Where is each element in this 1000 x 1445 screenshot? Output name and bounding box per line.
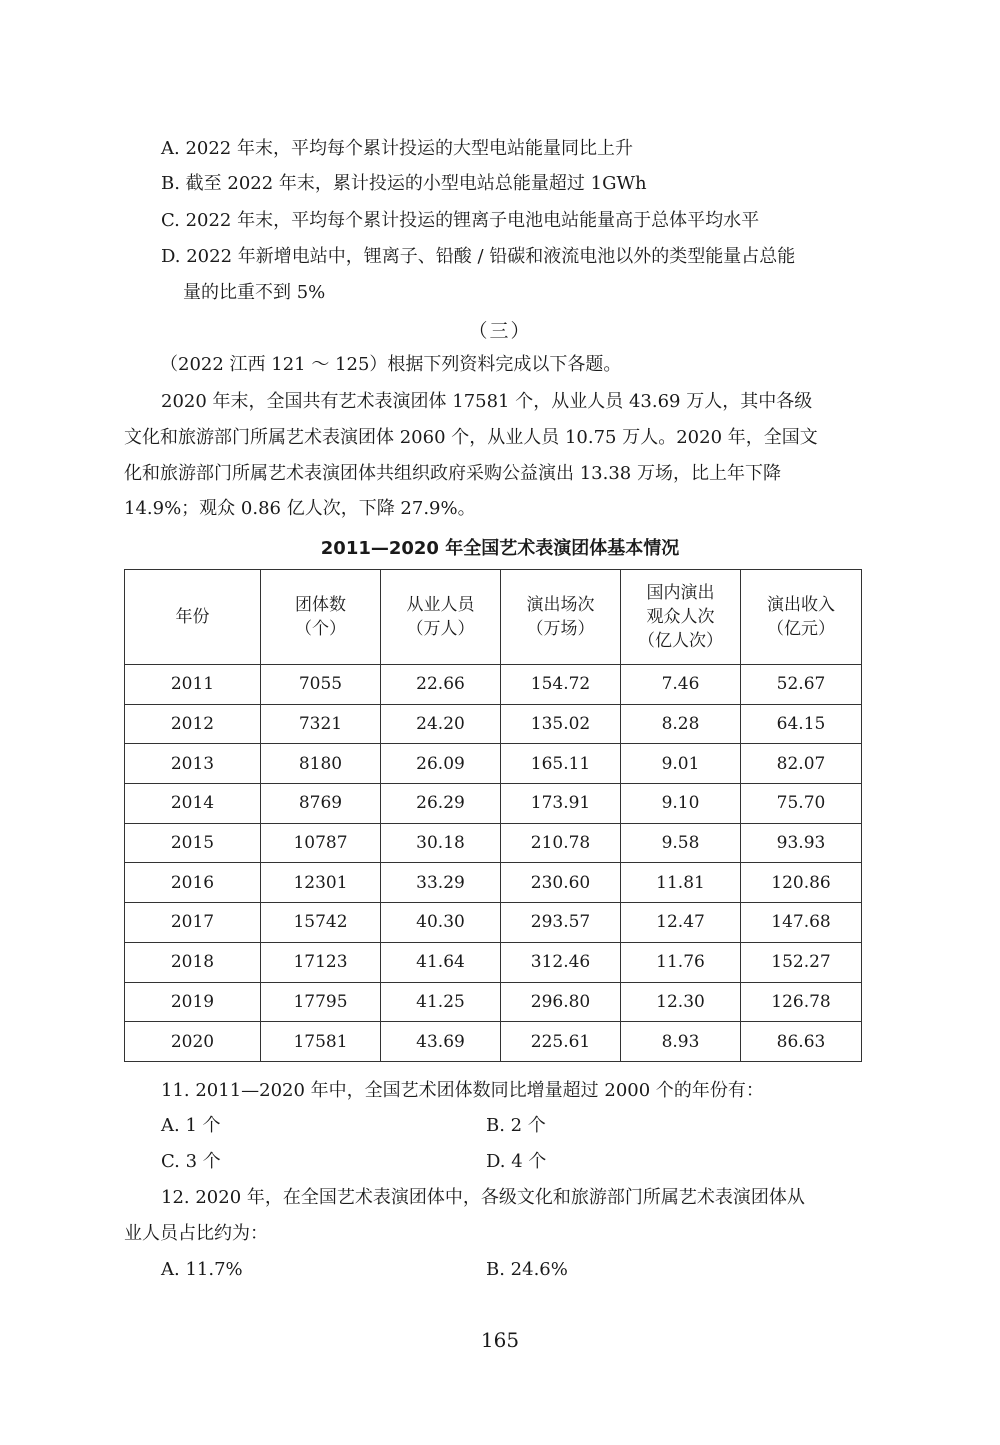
table-header-text: 观众人次	[646, 607, 715, 627]
table-cell: 2018	[125, 942, 261, 982]
table-cell: 41.25	[381, 982, 501, 1022]
table-cell: 24.20	[381, 704, 501, 744]
table-cell: 120.86	[741, 863, 862, 903]
table-header-text: 国内演出	[646, 583, 715, 603]
table-cell: 210.78	[501, 823, 621, 863]
table-cell: 312.46	[501, 942, 621, 982]
table-header-text: （万场）	[526, 619, 595, 639]
prev-option-d-line1: D. 2022 年新增电站中，锂离子、铅酸 / 铅碳和液流电池以外的类型能量占总能	[161, 246, 796, 267]
q12-option-a: A. 11.7%	[161, 1259, 243, 1280]
table-cell: 11.81	[621, 863, 741, 903]
table-header-cell	[381, 570, 501, 665]
data-table	[124, 569, 862, 1062]
table-cell: 296.80	[501, 982, 621, 1022]
q11-option-d: D. 4 个	[486, 1151, 547, 1172]
q11-stem: 11. 2011—2020 年中，全国艺术团体数同比增量超过 2000 个的年份有：	[161, 1080, 764, 1101]
table-cell: 11.76	[621, 942, 741, 982]
table-cell: 8.93	[621, 1022, 741, 1062]
table-cell: 9.58	[621, 823, 741, 863]
section-heading: （三）	[468, 320, 532, 342]
table-cell: 9.01	[621, 744, 741, 784]
prev-option-a: A. 2022 年末，平均每个累计投运的大型电站能量同比上升	[161, 138, 633, 159]
table-cell: 2019	[125, 982, 261, 1022]
table-cell: 41.64	[381, 942, 501, 982]
table-cell: 26.09	[381, 744, 501, 784]
table-caption: 2011—2020 年全国艺术表演团体基本情况	[320, 538, 680, 559]
table-header-text: （亿人次）	[638, 631, 723, 651]
table-row	[125, 704, 862, 744]
table-cell: 9.10	[621, 784, 741, 824]
table-cell: 12.47	[621, 903, 741, 943]
page-number: 165	[480, 1328, 520, 1352]
table-cell: 2017	[125, 903, 261, 943]
table-cell: 2014	[125, 784, 261, 824]
table-cell: 12.30	[621, 982, 741, 1022]
table-cell: 52.67	[741, 665, 862, 705]
q12-stem-line2: 业人员占比约为：	[124, 1223, 268, 1244]
table-cell: 2015	[125, 823, 261, 863]
table-cell: 64.15	[741, 704, 862, 744]
q12-stem-line1: 12. 2020 年，在全国艺术表演团体中，各级文化和旅游部门所属艺术表演团体从	[161, 1187, 805, 1208]
table-header-cell	[261, 570, 381, 665]
table-cell: 8769	[261, 784, 381, 824]
table-cell: 33.29	[381, 863, 501, 903]
table-header-text: 团体数	[295, 595, 346, 615]
table-row	[125, 942, 862, 982]
table-header-cell	[501, 570, 621, 665]
table-cell: 225.61	[501, 1022, 621, 1062]
table-cell: 2020	[125, 1022, 261, 1062]
table-cell: 17581	[261, 1022, 381, 1062]
table-cell: 10787	[261, 823, 381, 863]
table-cell: 293.57	[501, 903, 621, 943]
table-header-cell	[741, 570, 862, 665]
table-body	[125, 665, 862, 1062]
table-header-cell	[125, 570, 261, 665]
table-cell: 86.63	[741, 1022, 862, 1062]
table-header-text: 年份	[175, 607, 210, 627]
table-row	[125, 744, 862, 784]
table-cell: 147.68	[741, 903, 862, 943]
table-cell: 152.27	[741, 942, 862, 982]
table-row	[125, 903, 862, 943]
table-cell: 135.02	[501, 704, 621, 744]
table-header-text: 演出收入	[767, 595, 835, 615]
table-cell: 154.72	[501, 665, 621, 705]
table-cell: 43.69	[381, 1022, 501, 1062]
q11-option-b: B. 2 个	[486, 1115, 546, 1136]
table-cell: 82.07	[741, 744, 862, 784]
table-cell: 8180	[261, 744, 381, 784]
table-row	[125, 982, 862, 1022]
table-cell: 2013	[125, 744, 261, 784]
table-cell: 230.60	[501, 863, 621, 903]
table-cell: 93.93	[741, 823, 862, 863]
table-cell: 126.78	[741, 982, 862, 1022]
table-row	[125, 863, 862, 903]
table-row	[125, 1022, 862, 1062]
prev-option-b: B. 截至 2022 年末，累计投运的小型电站总能量超过 1GWh	[161, 173, 647, 194]
table-cell: 2016	[125, 863, 261, 903]
table-cell: 30.18	[381, 823, 501, 863]
source-note: （2022 江西 121 ～ 125）根据下列资料完成以下各题。	[160, 354, 622, 375]
paragraph-line-2: 文化和旅游部门所属艺术表演团体 2060 个，从业人员 10.75 万人。2020 年，全国文	[124, 427, 818, 448]
table-cell: 7321	[261, 704, 381, 744]
table-cell: 17795	[261, 982, 381, 1022]
table-row	[125, 784, 862, 824]
table-cell: 7055	[261, 665, 381, 705]
q11-option-a: A. 1 个	[161, 1115, 221, 1136]
table-cell: 17123	[261, 942, 381, 982]
table-row	[125, 665, 862, 705]
table-header-text: （万人）	[406, 619, 475, 639]
table-row	[125, 823, 862, 863]
table-header-text: （个）	[295, 619, 346, 639]
table-cell: 15742	[261, 903, 381, 943]
q12-option-b: B. 24.6%	[486, 1259, 568, 1280]
prev-option-c: C. 2022 年末，平均每个累计投运的锂离子电池电站能量高于总体平均水平	[161, 210, 760, 231]
table-cell: 75.70	[741, 784, 862, 824]
table-header-text: （亿元）	[767, 619, 835, 639]
table-header-cell	[621, 570, 741, 665]
prev-option-d-line2: 量的比重不到 5%	[183, 282, 326, 303]
paragraph-line-4: 14.9%；观众 0.86 亿人次，下降 27.9%。	[124, 498, 476, 519]
table-cell: 2012	[125, 704, 261, 744]
table-cell: 8.28	[621, 704, 741, 744]
table-header-text: 演出场次	[526, 595, 595, 615]
paragraph-line-1: 2020 年末，全国共有艺术表演团体 17581 个，从业人员 43.69 万人，其中各级	[161, 391, 813, 412]
table-cell: 26.29	[381, 784, 501, 824]
table-cell: 2011	[125, 665, 261, 705]
table-cell: 7.46	[621, 665, 741, 705]
table-cell: 22.66	[381, 665, 501, 705]
paragraph-line-3: 化和旅游部门所属艺术表演团体共组织政府采购公益演出 13.38 万场，比上年下降	[124, 463, 781, 484]
table-header-text: 从业人员	[406, 595, 475, 615]
table-cell: 165.11	[501, 744, 621, 784]
q11-option-c: C. 3 个	[161, 1151, 221, 1172]
table-header-row	[125, 570, 862, 665]
table-cell: 173.91	[501, 784, 621, 824]
table-cell: 40.30	[381, 903, 501, 943]
table-cell: 12301	[261, 863, 381, 903]
